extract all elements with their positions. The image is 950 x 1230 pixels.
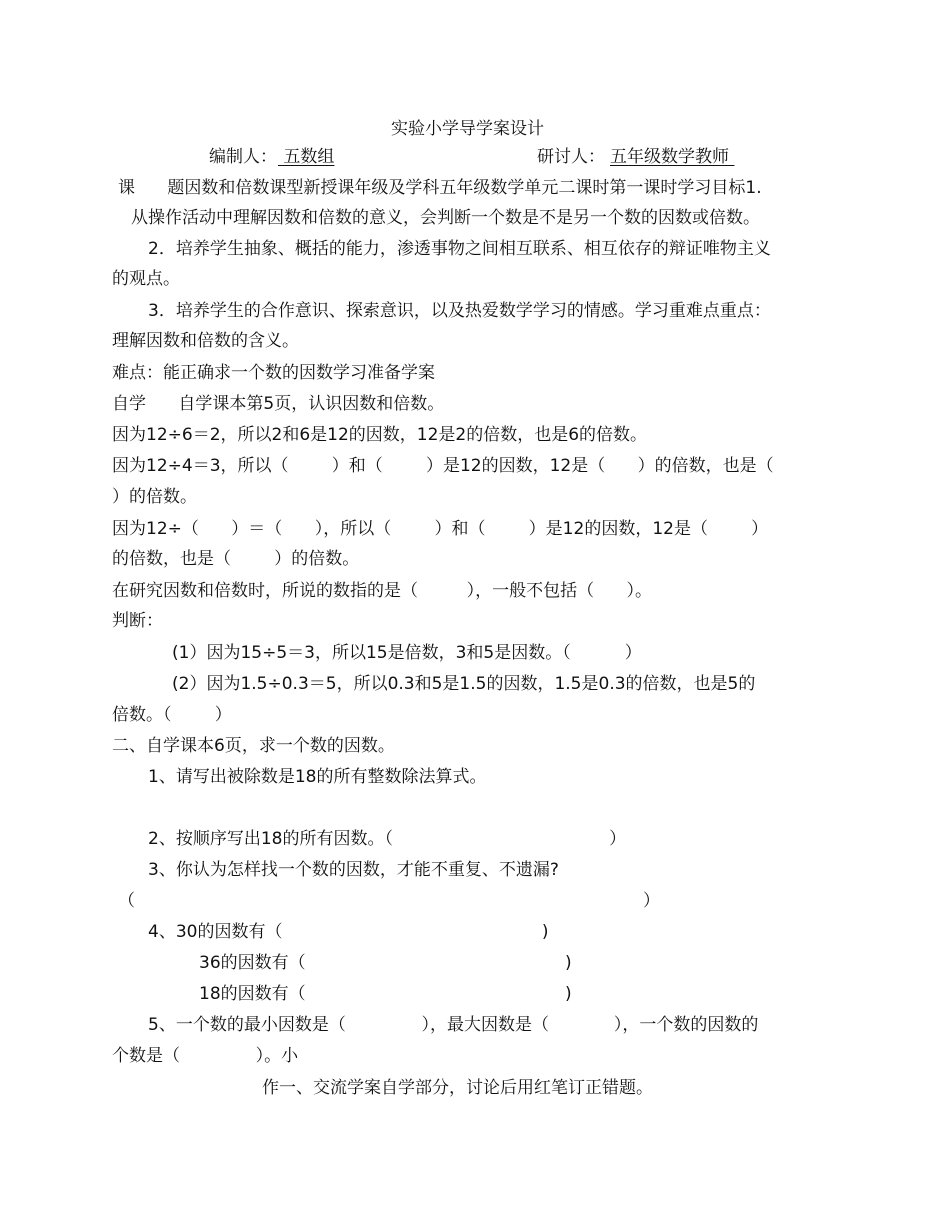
difficulty-line: 难点：能正确求一个数的因数学习准备学案 xyxy=(112,363,435,383)
example-3-cont: 的倍数，也是（ ）的倍数。 xyxy=(112,549,360,569)
judge-2-line: (2）因为1.5÷0.3＝5，所以0.3和5是1.5的因数，1.5是0.3的倍数，也是5的 xyxy=(172,674,756,694)
course-info-line: 课 题因数和倍数课型新授课年级及学科五年级数学单元二课时第一课时学习目标1. xyxy=(118,178,762,198)
example-2-line: 因为12÷4＝3，所以（ ）和（ ）是12的因数，12是（ ）的倍数，也是（ xyxy=(112,456,774,476)
self-study-line: 自学 自学课本第5页，认识因数和倍数。 xyxy=(112,394,445,414)
reviewer-label: 研讨人： xyxy=(537,147,605,167)
example-2-cont: ）的倍数。 xyxy=(112,487,197,507)
question-2-line: 2、按顺序写出18的所有因数。（ ） xyxy=(148,829,627,849)
goal-3-cont: 理解因数和倍数的含义。 xyxy=(112,331,299,351)
compiler-value: 五数组 xyxy=(278,147,335,167)
part-2-heading: 二、自学课本6页，求一个数的因数。 xyxy=(112,736,395,756)
compiler-label: 编制人： xyxy=(209,147,277,167)
judge-heading: 判断： xyxy=(112,611,163,631)
question-3-line: 3、你认为怎样找一个数的因数，才能不重复、不遗漏? xyxy=(148,860,559,880)
judge-2-cont: 倍数。（ ） xyxy=(112,705,232,725)
goal-1-line: 从操作活动中理解因数和倍数的意义，会判断一个数是不是另一个数的因数或倍数。 xyxy=(131,208,760,228)
final-instruction: 作一、交流学案自学部分，讨论后用红笔订正错题。 xyxy=(262,1078,653,1098)
goal-2-line: 2．培养学生抽象、概括的能力，渗透事物之间相互联系、相互依存的辩证唯物主义 xyxy=(148,239,771,259)
reviewer-value: 五年级数学教师 xyxy=(610,147,735,167)
goal-3-line: 3．培养学生的合作意识、探索意识，以及热爱数学学习的情感。学习重难点重点： xyxy=(148,301,771,321)
question-3-blank: （ ） xyxy=(118,891,660,911)
question-4-18-line: 18的因数有（ ) xyxy=(199,984,572,1004)
question-4-36-line: 36的因数有（ ) xyxy=(199,953,572,973)
research-line: 在研究因数和倍数时，所说的数指的是（ ），一般不包括（ ）。 xyxy=(112,581,653,601)
page-title: 实验小学导学案设计 xyxy=(391,119,544,139)
question-5-cont: 个数是（ ）。小 xyxy=(112,1046,299,1066)
example-1-line: 因为12÷6＝2，所以2和6是12的因数，12是2的倍数，也是6的倍数。 xyxy=(112,425,648,445)
question-4-line: 4、30的因数有（ ) xyxy=(148,922,549,942)
goal-2-cont: 的观点。 xyxy=(112,269,180,289)
question-5-line: 5、一个数的最小因数是（ ），最大因数是（ ），一个数的因数的 xyxy=(148,1015,759,1035)
question-1-line: 1、请写出被除数是18的所有整数除法算式。 xyxy=(148,767,487,787)
judge-1-line: (1）因为15÷5＝3，所以15是倍数，3和5是因数。（ ） xyxy=(172,643,642,663)
example-3-line: 因为12÷（ ）＝（ ），所以（ ）和（ ）是12的因数，12是（ ） xyxy=(112,519,769,539)
